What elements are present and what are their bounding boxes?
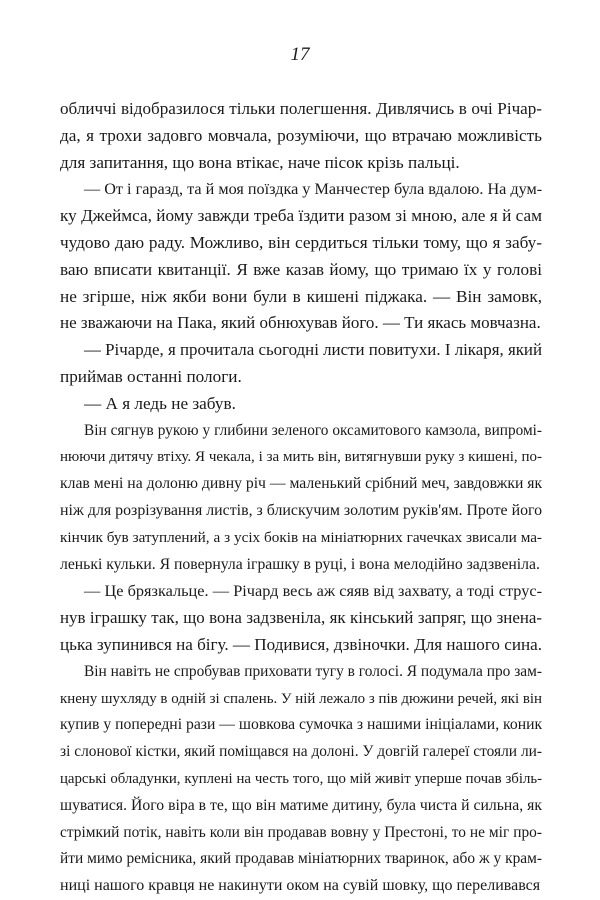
text-line: — Це брязкальце. — Річард весь аж сяяв від захвату, а тоді струс- (84, 581, 542, 601)
text-line: ніж для розрізування листів, з блискучим золотим руків'ям. Проте його (60, 501, 542, 519)
text-line: кінчик був затуплений, а з усіх боків на мініатюрних гачечках звисали ма- (60, 528, 542, 546)
paragraph (60, 176, 542, 337)
text-line: — А я ледь не забув. (84, 393, 236, 413)
paragraph (60, 337, 542, 391)
text-line: нюючи дитячу втіху. Я чекала, і за мить він, витягнувши руку з кишені, по- (60, 449, 542, 466)
paragraph (60, 418, 542, 579)
text-line: — Річарде, я прочитала сьогодні листи повитухи. І лікаря, який (84, 340, 542, 360)
text-line: чудово даю раду. Можливо, він сердиться тільки тому, що я забу- (60, 232, 542, 252)
text-line: стрімкий потік, навіть коли він продавав вовну у Престоні, то не міг про- (60, 823, 542, 841)
paragraph (60, 96, 542, 176)
text-line: Він навіть не спробував приховати тугу в голосі. Я подумала про зам- (84, 662, 542, 680)
text-line: для запитання, що вона втікає, наче пісок крізь пальці. (60, 152, 460, 172)
text-line: ленькі кульки. Я повернула іграшку в руці, і вона мелодійно задзвеніла. (60, 555, 540, 573)
text-line: кнену шухляду в одній зі спалень. У ній лежало з пів дюжини речей, які він (60, 690, 542, 707)
text-line: — От і гаразд, та й моя поїздка у Манчестер була вдалою. На дум- (84, 180, 542, 199)
text-line: купив у попередні рази — шовкова сумочка з нашими ініціалами, коник (60, 716, 542, 734)
text-line: нув іграшку так, що вона задзвеніла, як кінський запряг, що зненa- (60, 608, 542, 628)
paragraph (60, 391, 542, 418)
text-line: цька зупинився на бігу. — Подивися, дзвіночки. Для нашого сина. (60, 634, 542, 654)
text-line: клав мені на долоню дивну річ — маленький срібний меч, завдовжки як (60, 475, 542, 493)
page-number: 17 (290, 44, 310, 65)
text-line: царські обладунки, куплені на честь того, що мій живіт уперше почав збіль- (60, 770, 542, 787)
text-line: ку Джеймса, йому завжди треба їздити разом зі мною, але я й сам (60, 206, 542, 226)
text-line: обличчі відобразилося тільки полегшення. Дивлячись в очі Річар- (60, 99, 542, 118)
text-line: ниці нашого кравця не накинути оком на сувій шовку, що переливався (60, 877, 541, 895)
text-line: да, я трохи задовго мовчала, розуміючи, що втрачаю можливість (60, 125, 542, 145)
text-line: шуватися. Його віра в те, що він матиме дитину, була чиста й сильна, як (60, 796, 542, 814)
paragraph (60, 578, 542, 658)
text-line: не зважаючи на Пака, який обнюхував його. — Ти якась мовчазна. (60, 313, 541, 333)
text-line: ваю вписати квитанції. Я вже казав йому, що тримаю їх у голові (60, 259, 542, 279)
text-line: Він сягнув рукою у глибини зеленого оксамитового камзола, випромі- (84, 421, 542, 439)
text-line: зі слонової кістки, який поміщався на долоні. У довгій галереї стояли ли- (60, 743, 542, 761)
text-line: не згірше, ніж якби вони були в кишені піджака. — Він замовк, (60, 286, 542, 306)
body-text (60, 96, 542, 900)
text-line: приймав останні пологи. (60, 366, 242, 386)
text-line: йти мимо ремісника, який продавав мініатюрних тваринок, або ж у крам- (60, 850, 542, 868)
paragraph (60, 659, 542, 900)
